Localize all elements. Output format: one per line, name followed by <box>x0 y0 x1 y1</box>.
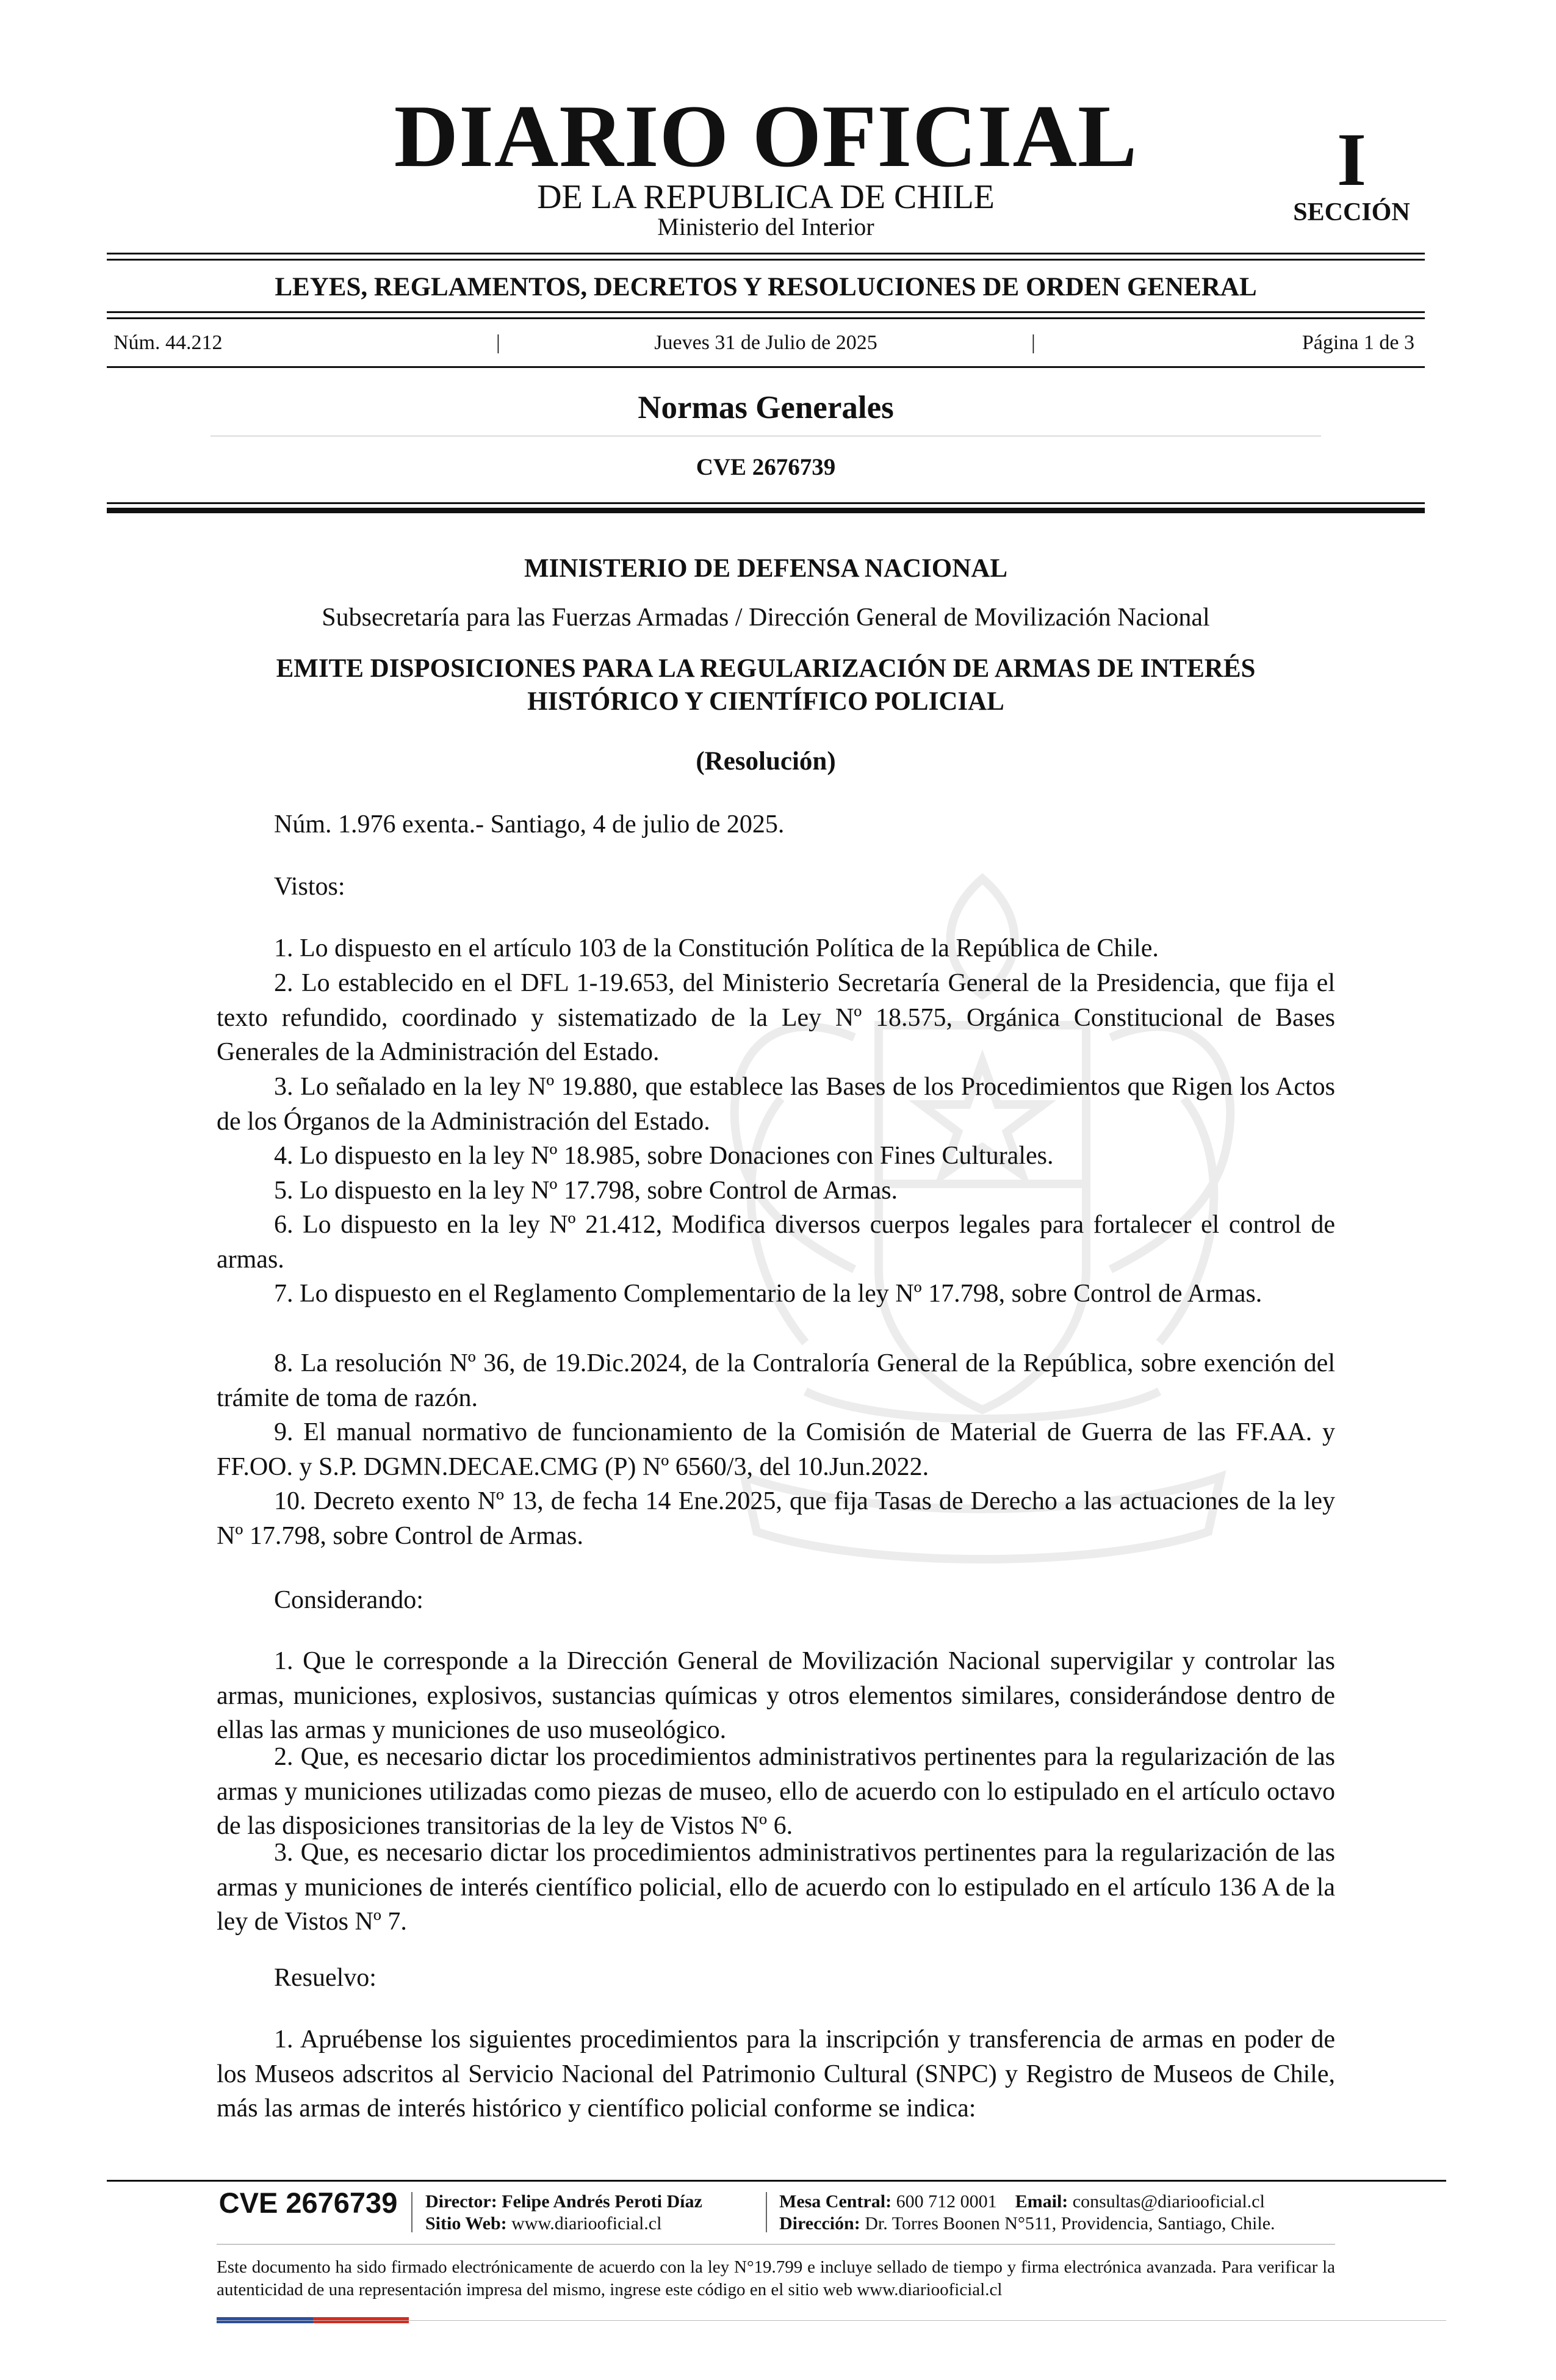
resuelvo-heading: Resuelvo: <box>274 1964 376 1992</box>
resolution-title-line: HISTÓRICO Y CIENTÍFICO POLICIAL <box>527 687 1004 716</box>
considerando-item: 2. Que, es necesario dictar los procedimientos administrativos pertinentes para la regularización de las armas y municiones utilizadas como piezas de museo, ello de acuerdo con lo estipulado en el artículo octavo de las disposiciones transitorias de la ley de Vistos Nº 6. <box>217 1743 1335 1841</box>
footer-website-label: Sitio Web: <box>425 2213 507 2234</box>
issuing-ministry: MINISTERIO DE DEFENSA NACIONAL <box>524 554 1008 583</box>
issuing-subsecretariat: Subsecretaría para las Fuerzas Armadas / Dirección General de Movilización Nacional <box>322 604 1210 632</box>
footer-divider <box>411 2192 412 2232</box>
masthead-rule-bottom <box>107 259 1425 261</box>
category-heading: Normas Generales <box>638 390 894 425</box>
vistos-item: 1. Lo dispuesto en el artículo 103 de la Constitución Política de la República de Chile. <box>274 934 1159 962</box>
meta-rule <box>107 366 1425 368</box>
masthead-subtitle: DE LA REPUBLICA DE CHILE <box>537 178 995 216</box>
issue-number: Núm. 44.212 <box>113 331 223 354</box>
masthead-rule-top <box>107 253 1425 254</box>
considerando-item: 1. Que le corresponde a la Dirección General de Movilización Nacional supervigilar y controlar las armas, municiones, explosivos, sustancias químicas y otros elementos similares, considerándose dentro de ellas las armas y municiones de uso museológico. <box>217 1647 1335 1745</box>
vistos-item: 10. Decreto exento Nº 13, de fecha 14 Ene.2025, que fija Tasas de Derecho a las actuaciones de la ley Nº 17.798, sobre Control de Armas. <box>217 1487 1335 1550</box>
meta-separator: | <box>1031 331 1036 354</box>
footer-phone: 600 712 0001 <box>896 2191 997 2212</box>
footer-contact-line <box>779 2191 1265 2213</box>
banner-rule-bottom <box>107 317 1425 319</box>
footer-email-label: Email: <box>1015 2191 1068 2212</box>
section-banner: LEYES, REGLAMENTOS, DECRETOS Y RESOLUCIONES DE ORDEN GENERAL <box>275 273 1257 301</box>
footer-website-link[interactable]: www.diariooficial.cl <box>511 2213 662 2234</box>
footer-bottom-rule <box>217 2320 1446 2321</box>
footer-address-label: Dirección: <box>779 2213 860 2234</box>
footer-mesa-label: Mesa Central: <box>779 2191 892 2212</box>
header-rule-thin <box>107 502 1425 504</box>
meta-separator: | <box>496 331 500 354</box>
considerando-item: 3. Que, es necesario dictar los procedimientos administrativos pertinentes para la regularización de las armas y municiones de interés científico policial, ello de acuerdo con lo estipulado en el artículo 136 A de la ley de Vistos Nº 7. <box>217 1839 1335 1936</box>
footer-address-line <box>779 2213 1275 2235</box>
footer-email-link[interactable]: consultas@diariooficial.cl <box>1072 2191 1265 2212</box>
cve-code: CVE 2676739 <box>696 454 836 480</box>
issue-date: Jueves 31 de Julio de 2025 <box>654 331 877 354</box>
footer-rule-thin <box>217 2244 1335 2245</box>
vistos-item: 9. El manual normativo de funcionamiento de la Comisión de Material de Guerra de las FF.AA. y FF.OO. y S.P. DGMN.DECAE.CMG (P) Nº 6560/3, del 10.Jun.2022. <box>217 1418 1335 1481</box>
footer-cve-code: CVE 2676739 <box>218 2187 398 2219</box>
footer-legal-note: Este documento ha sido firmado electrónicamente de acuerdo con la ley N°19.799 e incluye sellado de tiempo y firma electrónica avanzada. Para verificar la autenticidad de una representación impresa del mismo, ingrese este código en el sitio web www.diariooficial.cl <box>217 2257 1335 2299</box>
page-indicator: Página 1 de 3 <box>1302 331 1414 354</box>
resolution-title <box>201 652 1330 718</box>
footer-director-name: Felipe Andrés Peroti Díaz <box>502 2191 702 2212</box>
banner-rule-top <box>107 311 1425 313</box>
footer-website-line <box>425 2213 661 2235</box>
footer-address: Dr. Torres Boonen N°511, Providencia, Santiago, Chile. <box>865 2213 1275 2234</box>
considerando-heading: Considerando: <box>274 1586 423 1614</box>
resolution-title-line: EMITE DISPOSICIONES PARA LA REGULARIZACIÓN DE ARMAS DE INTERÉS <box>276 654 1256 683</box>
footer-divider <box>766 2192 767 2232</box>
vistos-item: 3. Lo señalado en la ley Nº 19.880, que establece las Bases de los Procedimientos que Rigen los Actos de los Órganos de la Administración del Estado. <box>217 1073 1335 1136</box>
footer-director-label: Director: <box>425 2191 497 2212</box>
resolution-opening: Núm. 1.976 exenta.- Santiago, 4 de julio de 2025. <box>274 810 785 838</box>
vistos-item: 5. Lo dispuesto en la ley Nº 17.798, sobre Control de Armas. <box>274 1177 898 1205</box>
section-label: SECCIÓN <box>1293 198 1410 226</box>
masthead-title: DIARIO OFICIAL <box>394 87 1138 186</box>
document-type: (Resolución) <box>696 747 836 776</box>
header-rule-thick <box>107 508 1425 513</box>
vistos-item: 2. Lo establecido en el DFL 1-19.653, del Ministerio Secretaría General de la Presidencia, que fija el texto refundido, coordinado y sistematizado de la Ley Nº 18.575, Orgánica Constitucional de Bases Generales de la Administración del Estado. <box>217 969 1335 1067</box>
vistos-item: 7. Lo dispuesto en el Reglamento Complementario de la ley Nº 17.798, sobre Control de Armas. <box>274 1280 1262 1308</box>
footer-rule <box>107 2180 1446 2182</box>
vistos-item: 8. La resolución Nº 36, de 19.Dic.2024, de la Contraloría General de la República, sobre exención del trámite de toma de razón. <box>217 1349 1335 1412</box>
vistos-heading: Vistos: <box>274 873 345 901</box>
masthead-ministry: Ministerio del Interior <box>657 213 874 240</box>
section-number: I <box>1336 118 1367 201</box>
resuelvo-item: 1. Apruébense los siguientes procedimientos para la inscripción y transferencia de armas en poder de los Museos adscritos al Servicio Nacional del Patrimonio Cultural (SNPC) y Registro de Museos de Chile, más las armas de interés histórico y científico policial conforme se indica: <box>217 2025 1335 2123</box>
footer-director-line <box>425 2191 702 2213</box>
vistos-item: 6. Lo dispuesto en la ley Nº 21.412, Modifica diversos cuerpos legales para fortalecer el control de armas. <box>217 1211 1335 1274</box>
vistos-item: 4. Lo dispuesto en la ley Nº 18.985, sobre Donaciones con Fines Culturales. <box>274 1142 1054 1170</box>
